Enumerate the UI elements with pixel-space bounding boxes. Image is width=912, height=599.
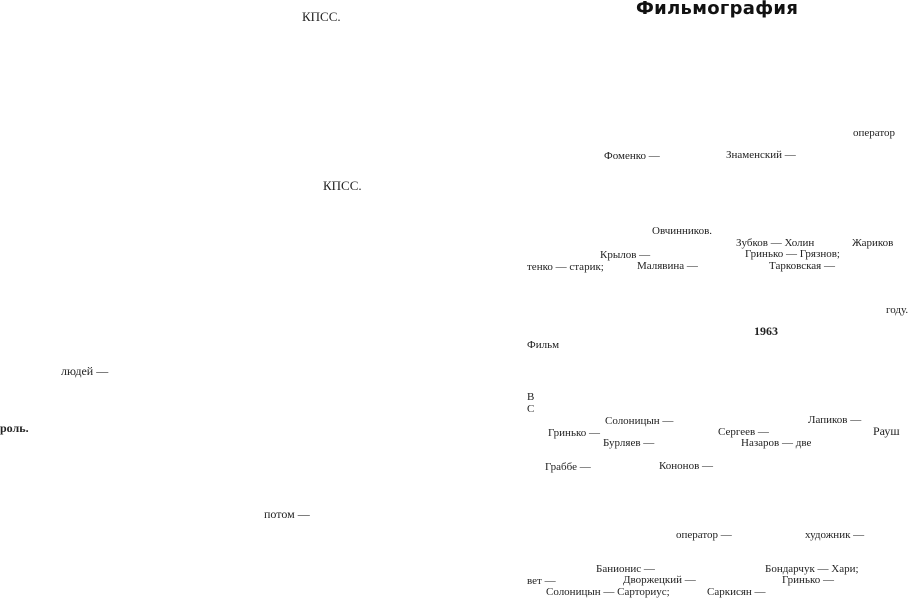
text-grabbe: Граббе — bbox=[545, 461, 591, 473]
text-year: 1963 bbox=[754, 324, 778, 338]
text-dvorzhetsky: Дворжецкий — bbox=[623, 574, 696, 586]
text-tarkovskaya: Тарковская — bbox=[769, 260, 835, 272]
text-raush: Рауш bbox=[873, 424, 900, 438]
text-people: людей — bbox=[61, 364, 109, 378]
text-operator-2: оператор — bbox=[676, 529, 732, 541]
text-ovchinnikov: Овчинников. bbox=[652, 225, 713, 237]
text-zubkov: Зубков — Холин bbox=[736, 237, 815, 249]
text-znamensky: Знаменский — bbox=[726, 149, 796, 161]
text-year-word: году. bbox=[886, 304, 909, 316]
text-grinko-gryaznov: Гринько — Грязнов; bbox=[745, 248, 840, 260]
text-kpss-2: КПСС. bbox=[323, 178, 362, 193]
text-role: роль. bbox=[0, 421, 29, 435]
text-letter-s: С bbox=[527, 403, 535, 415]
text-grinko-2: Гринько — bbox=[548, 427, 600, 439]
text-krylov: Крылов — bbox=[600, 249, 651, 261]
text-tenko: тенко — старик; bbox=[527, 261, 604, 273]
text-malyavina: Малявина — bbox=[637, 260, 698, 272]
text-grinko-3: Гринько — bbox=[782, 574, 834, 586]
text-zharikov: Жариков bbox=[852, 237, 894, 249]
text-solonitsyn-sartorius: Солоницын — Сарториус; bbox=[546, 586, 670, 598]
text-solonitsyn-1: Солоницын — bbox=[605, 415, 674, 427]
text-lapikov: Лапиков — bbox=[808, 414, 862, 426]
text-later: потом — bbox=[264, 507, 310, 521]
text-vet: вет — bbox=[527, 575, 556, 587]
text-banionis: Банионис — bbox=[596, 563, 655, 575]
text-letter-v: В bbox=[527, 391, 535, 403]
text-kpss-1: КПСС. bbox=[302, 9, 341, 24]
page-heading: Фильмография bbox=[636, 0, 799, 19]
text-kononov: Кононов — bbox=[659, 460, 714, 472]
text-film: Фильм bbox=[527, 339, 560, 351]
text-artist: художник — bbox=[805, 529, 865, 541]
text-fomenko: Фоменко — bbox=[604, 150, 660, 162]
text-burlyaev: Бурляев — bbox=[603, 437, 655, 449]
text-operator-1: оператор bbox=[853, 127, 896, 139]
text-nazarov: Назаров — две bbox=[741, 437, 812, 449]
text-bondarchuk: Бондарчук — Хари; bbox=[765, 563, 859, 575]
text-sergeev: Сергеев — bbox=[718, 426, 769, 438]
text-sarkisyan: Саркисян — bbox=[707, 586, 766, 598]
